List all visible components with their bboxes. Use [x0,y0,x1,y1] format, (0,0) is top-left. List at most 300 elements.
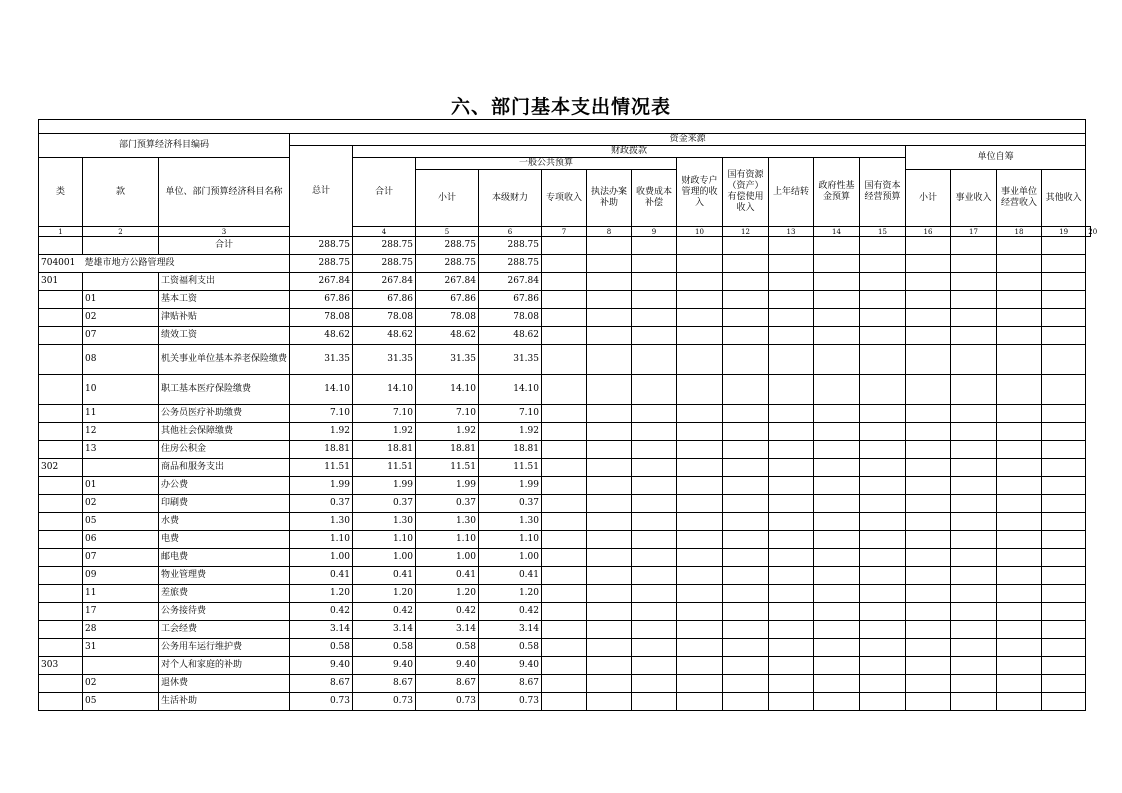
amount-cell: 267.84 [290,273,353,291]
empty-cell [542,531,587,549]
empty-cell [677,549,723,567]
empty-cell [1042,603,1086,621]
empty-cell [1042,567,1086,585]
empty-cell [997,291,1042,309]
empty-cell [723,495,769,513]
table-row [39,603,1091,621]
empty-cell [769,375,814,405]
amount-cell: 1.99 [290,477,353,495]
empty-cell [860,423,906,441]
empty-cell [677,675,723,693]
amount-cell: 267.84 [353,273,416,291]
empty-cell [632,549,677,567]
empty-cell [906,255,951,273]
empty-cell [677,327,723,345]
amount-cell: 0.73 [353,693,416,711]
empty-cell [769,459,814,477]
table-row [39,531,1091,549]
amount-cell: 1.10 [290,531,353,549]
amount-cell: 1.20 [353,585,416,603]
empty-cell [723,255,769,273]
empty-cell [951,405,997,423]
empty-cell [769,441,814,459]
empty-cell [860,567,906,585]
amount-cell: 0.42 [479,603,542,621]
kuan-code [83,273,159,291]
empty-cell [723,327,769,345]
empty-cell [542,477,587,495]
column-number: 17 [951,227,997,237]
empty-cell [677,639,723,657]
empty-cell [1042,405,1086,423]
empty-cell [632,603,677,621]
amount-cell: 48.62 [479,327,542,345]
empty-cell [814,405,860,423]
empty-cell [542,327,587,345]
empty-cell [814,585,860,603]
table-row [39,291,1091,309]
header-subtotal: 小计 [416,170,479,227]
amount-cell: 48.62 [353,327,416,345]
item-name: 公务用车运行维护费 [159,639,290,657]
empty-cell [677,255,723,273]
header-kuan: 款 [83,158,159,227]
empty-cell [723,603,769,621]
empty-cell [814,621,860,639]
empty-cell [769,531,814,549]
item-name: 基本工资 [159,291,290,309]
empty-cell [587,441,632,459]
amount-cell: 0.58 [479,639,542,657]
kuan-code: 06 [83,531,159,549]
empty-cell [814,477,860,495]
lei-code [39,405,83,423]
empty-cell [723,675,769,693]
empty-cell [997,255,1042,273]
lei-code [39,549,83,567]
item-name: 水费 [159,513,290,531]
header-fee-comp: 收费成本补偿 [632,170,677,227]
amount-cell: 31.35 [290,345,353,375]
kuan-code: 31 [83,639,159,657]
amount-cell: 1.30 [416,513,479,531]
item-name: 工会经费 [159,621,290,639]
header-fiscal-allocation: 财政拨款 [353,146,906,158]
kuan-code: 05 [83,693,159,711]
empty-cell [723,375,769,405]
empty-cell [632,675,677,693]
empty-cell [906,621,951,639]
lei-code [39,621,83,639]
item-name: 公务接待费 [159,603,290,621]
amount-cell: 14.10 [353,375,416,405]
empty-cell [677,423,723,441]
empty-cell [1042,675,1086,693]
item-name: 生活补助 [159,693,290,711]
column-number: 8 [587,227,632,237]
empty-cell [587,459,632,477]
empty-cell [997,603,1042,621]
column-number: 14 [814,227,860,237]
empty-cell [677,567,723,585]
empty-cell [1042,423,1086,441]
kuan-code: 05 [83,513,159,531]
empty-cell [632,567,677,585]
empty-cell [769,405,814,423]
empty-cell [723,477,769,495]
amount-cell: 7.10 [290,405,353,423]
empty-cell [677,693,723,711]
empty-cell [1042,585,1086,603]
empty-cell [906,603,951,621]
empty-cell [906,459,951,477]
amount-cell: 78.08 [290,309,353,327]
amount-cell: 18.81 [290,441,353,459]
empty-cell [632,375,677,405]
empty-cell [860,309,906,327]
amount-cell: 1.00 [416,549,479,567]
empty-cell [769,567,814,585]
empty-cell [587,621,632,639]
amount-cell: 48.62 [290,327,353,345]
empty-cell [632,585,677,603]
lei-code [39,423,83,441]
empty-cell [951,549,997,567]
header-lei: 类 [39,158,83,227]
table-row [39,675,1091,693]
column-number: 6 [479,227,542,237]
amount-cell: 11.51 [353,459,416,477]
column-number: 16 [906,227,951,237]
amount-cell: 0.37 [416,495,479,513]
empty-cell [906,549,951,567]
lei-code [39,639,83,657]
lei-code [39,477,83,495]
table-row [39,585,1091,603]
amount-cell: 67.86 [416,291,479,309]
amount-cell: 1.92 [290,423,353,441]
empty-cell [951,309,997,327]
lei-code: 301 [39,273,83,291]
empty-cell [997,513,1042,531]
empty-cell [814,375,860,405]
empty-cell [997,639,1042,657]
item-name: 差旅费 [159,585,290,603]
amount-cell: 3.14 [353,621,416,639]
kuan-code: 02 [83,675,159,693]
amount-cell: 1.20 [290,585,353,603]
empty-cell [587,375,632,405]
empty-cell [814,345,860,375]
empty-cell [632,639,677,657]
empty-cell [723,549,769,567]
lei-code: 302 [39,459,83,477]
empty-cell [769,621,814,639]
empty-cell [542,585,587,603]
empty-cell [860,291,906,309]
empty-cell [997,657,1042,675]
empty-cell [860,621,906,639]
empty-cell [769,255,814,273]
empty-cell [632,291,677,309]
empty-cell [951,441,997,459]
header-general-budget: 一般公共预算 [416,158,677,170]
amount-cell: 1.00 [290,549,353,567]
total-value: 288.75 [353,237,416,255]
empty-cell [723,405,769,423]
column-number: 15 [860,227,906,237]
amount-cell: 0.42 [416,603,479,621]
column-number: 12 [723,227,769,237]
empty-cell [632,477,677,495]
lei-code [39,531,83,549]
amount-cell: 3.14 [479,621,542,639]
table-row [39,549,1091,567]
empty-cell [906,495,951,513]
empty-cell [951,345,997,375]
empty-cell [951,327,997,345]
empty-cell [542,693,587,711]
empty-cell [860,675,906,693]
lei-code [39,603,83,621]
empty-cell [951,639,997,657]
table-row [39,621,1091,639]
amount-cell: 1.00 [353,549,416,567]
empty-cell [632,693,677,711]
item-name: 电费 [159,531,290,549]
amount-cell: 9.40 [416,657,479,675]
empty-cell [677,291,723,309]
amount-cell: 1.99 [353,477,416,495]
amount-cell: 1.92 [416,423,479,441]
amount-cell: 0.73 [479,693,542,711]
amount-cell: 9.40 [290,657,353,675]
header-state-capital: 国有资本经营预算 [860,158,906,227]
empty-cell [769,585,814,603]
amount-cell: 0.37 [290,495,353,513]
item-name: 邮电费 [159,549,290,567]
amount-cell: 1.10 [353,531,416,549]
empty-cell [632,459,677,477]
empty-cell [860,405,906,423]
empty-cell [769,693,814,711]
empty-cell [997,477,1042,495]
empty-cell [951,531,997,549]
empty-cell [632,255,677,273]
table-row [39,345,1091,375]
empty-cell [632,531,677,549]
empty-cell [860,495,906,513]
empty-cell [814,273,860,291]
empty-cell [542,423,587,441]
empty-cell [587,603,632,621]
empty-cell [814,327,860,345]
empty-cell [906,675,951,693]
amount-cell: 267.84 [479,273,542,291]
lei-code [39,309,83,327]
amount-cell: 67.86 [290,291,353,309]
empty-cell [951,513,997,531]
column-number: 5 [416,227,479,237]
empty-cell [542,513,587,531]
empty-cell [1042,657,1086,675]
amount-cell: 0.58 [290,639,353,657]
empty-cell [1042,441,1086,459]
amount-cell: 288.75 [353,255,416,273]
table-row [39,273,1091,291]
amount-cell: 67.86 [353,291,416,309]
empty-cell [542,603,587,621]
empty-cell [542,567,587,585]
empty-cell [951,255,997,273]
empty-cell [860,273,906,291]
empty-cell [1042,327,1086,345]
empty-cell [587,327,632,345]
empty-cell [677,441,723,459]
lei-code [39,675,83,693]
header-fiscal-total: 合计 [353,158,416,227]
empty-cell [997,693,1042,711]
empty-cell [860,327,906,345]
empty-cell [769,495,814,513]
amount-cell: 78.08 [416,309,479,327]
amount-cell: 1.20 [479,585,542,603]
amount-cell: 1.00 [479,549,542,567]
empty-cell [723,639,769,657]
empty-cell [723,423,769,441]
empty-cell [542,495,587,513]
empty-cell [677,585,723,603]
empty-cell [906,513,951,531]
empty-cell [1042,549,1086,567]
empty-cell [587,531,632,549]
amount-cell: 18.81 [416,441,479,459]
empty-cell [814,603,860,621]
kuan-code: 01 [83,477,159,495]
empty-cell [723,621,769,639]
table-row [39,327,1091,345]
header-local-fin: 本级财力 [479,170,542,227]
header-self-subtotal: 小计 [906,170,951,227]
dept-name: 楚雄市地方公路管理段 [83,255,290,273]
empty-cell [814,567,860,585]
lei-code [39,585,83,603]
amount-cell: 18.81 [479,441,542,459]
column-number: 19 [1042,227,1086,237]
table-row [39,639,1091,657]
item-name: 绩效工资 [159,327,290,345]
amount-cell: 0.73 [416,693,479,711]
column-number: 1 [39,227,83,237]
empty-cell [769,549,814,567]
empty-cell [1042,513,1086,531]
empty-cell [542,273,587,291]
empty-cell [814,441,860,459]
empty-cell [814,675,860,693]
empty-cell [723,531,769,549]
amount-cell: 1.30 [290,513,353,531]
empty-cell [632,495,677,513]
amount-cell: 3.14 [416,621,479,639]
item-name: 职工基本医疗保险缴费 [159,375,290,405]
header-gov-fund: 政府性基金预算 [814,158,860,227]
amount-cell: 1.99 [416,477,479,495]
empty-cell [677,513,723,531]
empty-cell [677,657,723,675]
header-law-enforce: 执法办案补助 [587,170,632,227]
empty-cell [542,405,587,423]
empty-cell [1042,375,1086,405]
amount-cell: 1.99 [479,477,542,495]
kuan-code: 08 [83,345,159,375]
amount-cell: 14.10 [479,375,542,405]
empty-cell [906,585,951,603]
lei-code: 303 [39,657,83,675]
item-name: 公务员医疗补助缴费 [159,405,290,423]
empty-cell [587,639,632,657]
header-code-group: 部门预算经济科目编码 [39,134,290,158]
empty-cell [906,477,951,495]
page-title: 六、部门基本支出情况表 [450,96,671,118]
empty-cell [542,375,587,405]
empty-cell [632,327,677,345]
total-value: 288.75 [290,237,353,255]
amount-cell: 9.40 [353,657,416,675]
amount-cell: 8.67 [479,675,542,693]
empty-cell [951,585,997,603]
empty-cell [769,657,814,675]
amount-cell: 31.35 [353,345,416,375]
empty-cell [542,459,587,477]
empty-cell [542,441,587,459]
item-name: 其他社会保障缴费 [159,423,290,441]
empty-cell [814,513,860,531]
amount-cell: 0.37 [479,495,542,513]
empty-cell [587,495,632,513]
empty-cell [677,273,723,291]
empty-cell [997,567,1042,585]
empty-cell [951,291,997,309]
amount-cell: 0.73 [290,693,353,711]
empty-cell [723,513,769,531]
empty-cell [677,405,723,423]
kuan-code: 02 [83,495,159,513]
empty-cell [860,585,906,603]
header-self-raised: 单位自筹 [906,146,1086,170]
kuan-code: 11 [83,405,159,423]
empty-cell [906,567,951,585]
empty-cell [997,423,1042,441]
table-row [39,423,1091,441]
amount-cell: 31.35 [479,345,542,375]
dept-code: 704001 [39,255,83,273]
empty-cell [860,477,906,495]
amount-cell: 1.10 [479,531,542,549]
empty-cell [632,621,677,639]
empty-cell [587,567,632,585]
header-total: 总计 [290,146,353,237]
column-number: 18 [997,227,1042,237]
empty-cell [677,375,723,405]
empty-cell [997,273,1042,291]
header-carryover: 上年结转 [769,158,814,227]
empty-cell [723,273,769,291]
lei-code [39,441,83,459]
amount-cell: 0.41 [479,567,542,585]
empty-cell [906,423,951,441]
header-fiscal-special: 财政专户管理的收入 [677,158,723,227]
empty-cell [860,441,906,459]
